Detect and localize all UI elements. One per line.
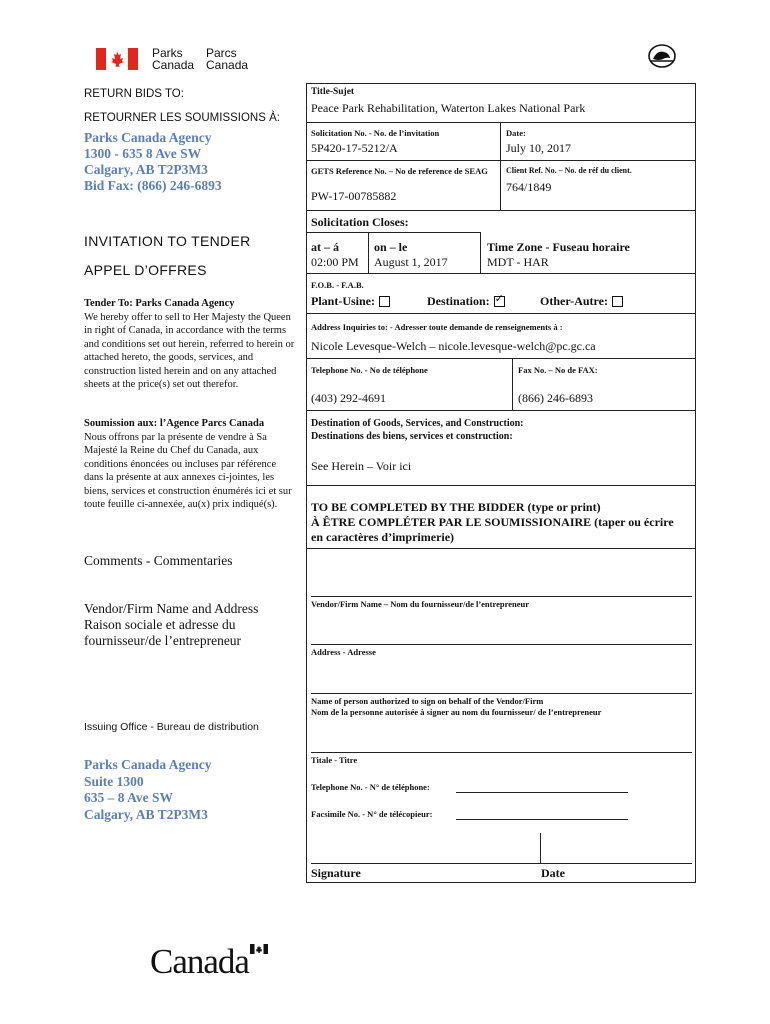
facsimile-line-label: Facsimile No. - N° de télécopieur: (311, 809, 433, 819)
on-value[interactable]: August 1, 2017 (374, 255, 448, 269)
destination-label: Destination: (427, 294, 490, 308)
agency-line: 1300 - 635 8 Ave SW (84, 146, 202, 161)
telephone-line-field[interactable] (456, 792, 628, 793)
plant-option[interactable] (311, 294, 390, 309)
tender-to-body: We hereby offer to sell to Her Majesty the Queen in right of Canada, in accordance with the terms and conditions set out herein, referred to herein or attached hereto, the goods, services, and construction listed herein and on any attached sheets at the price(s) set out therefor. (84, 312, 295, 391)
bidder-line: TO BE COMPLETED BY THE BIDDER (type or print) (311, 500, 601, 514)
authorized-line-en: Name of person authorized to sign on behalf of the Vendor/Firm (311, 696, 544, 706)
divider (306, 273, 696, 274)
date-sign-label: Date (541, 866, 565, 880)
title-titre-label: Titale - Titre (311, 755, 358, 765)
agency-address (84, 130, 222, 194)
divider (540, 833, 541, 863)
agency-line: Bid Fax: (866) 246-6893 (84, 178, 222, 193)
divider (512, 358, 513, 410)
parks-fr-1: Parcs (206, 46, 237, 60)
vendor-label-line: Vendor/Firm Name and Address (84, 601, 259, 616)
destination-goods-value[interactable]: See Herein – Voir ici (311, 459, 412, 473)
solicitation-label: Solicitation No. - No. de l’invitation (311, 128, 440, 138)
destination-goods-label (311, 417, 524, 443)
gets-label: GETS Reference No. – No de reference de SEAG (311, 166, 488, 176)
gets-value[interactable]: PW-17-00785882 (311, 189, 397, 203)
parks-en-1: Parks (152, 46, 183, 60)
vendor-label-line: fournisseur/de l’entrepreneur (84, 633, 242, 648)
plant-checkbox[interactable] (379, 296, 390, 307)
issuing-line: Parks Canada Agency (84, 757, 212, 772)
title-value[interactable]: Peace Park Rehabilitation, Waterton Lakes National Park (311, 101, 586, 115)
timezone-label: Time Zone - Fuseau horaire (487, 240, 630, 254)
agency-line: Calgary, AB T2P3M3 (84, 162, 208, 177)
authorized-line-fr: Nom de la personne autorisée à signer au nom du fournisseur/ de l’entrepreneur (311, 707, 602, 717)
telephone-value[interactable]: (403) 292-4691 (311, 391, 386, 405)
comments-label: Comments - Commentaries (84, 553, 233, 568)
signature-label: Signature (311, 866, 361, 880)
vendor-name-address-label (84, 601, 258, 649)
authorized-person-field[interactable] (311, 693, 692, 694)
signature-field[interactable] (311, 863, 692, 864)
on-label: on – le (374, 240, 408, 254)
date-label: Date: (506, 128, 526, 138)
parks-canada-logo (96, 46, 249, 73)
vendor-label-line: Raison sociale et adresse du (84, 617, 236, 632)
divider (306, 313, 696, 314)
bidder-instructions (311, 500, 674, 545)
divider (368, 232, 369, 273)
divider (500, 122, 501, 210)
soumission-body: Nous offrons par la présente de vendre à Sa Majesté la Reine du Chef du Canada, aux conditions énoncées ou incluses par référence dans la présente at aux annexes ci-jointes, les biens, services et construction énumérés ici et sur toute feuille ci-annexée, au(x) prix indiqué(s). (84, 432, 292, 511)
other-checkbox[interactable] (612, 296, 623, 307)
date-value[interactable]: July 10, 2017 (506, 141, 572, 155)
telephone-label: Telephone No. - No de téléphone (311, 365, 428, 375)
appel-doffres: APPEL D’OFFRES (84, 262, 207, 278)
timezone-value[interactable]: MDT - HAR (487, 255, 549, 269)
address-field[interactable] (311, 644, 692, 645)
title-field[interactable] (311, 752, 692, 753)
tender-to-title: Tender To: Parks Canada Agency (84, 298, 235, 309)
address-inquiries-value[interactable]: Nicole Levesque-Welch – nicole.levesque-welch@pc.gc.ca (311, 339, 596, 353)
issuing-office-address (84, 757, 212, 823)
address-label: Address - Adresse (311, 647, 376, 657)
vendor-firm-label: Vendor/Firm Name – Nom du fournisseur/de l’entrepreneur (311, 599, 529, 609)
parks-fr-2: Canada (206, 58, 249, 72)
fax-value[interactable]: (866) 246-6893 (518, 391, 593, 405)
destination-option[interactable] (427, 294, 505, 309)
divider (306, 122, 696, 123)
issuing-line: Calgary, AB T2P3M3 (84, 806, 208, 822)
divider (306, 160, 696, 161)
facsimile-line-field[interactable] (456, 819, 628, 820)
wordmark-flag-icon (250, 944, 268, 954)
plant-label: Plant-Usine: (311, 294, 375, 308)
divider (306, 485, 696, 486)
telephone-line-label: Telephone No. - N° de téléphone: (311, 782, 430, 792)
divider (306, 548, 696, 549)
address-inquiries-label: Address Inquiries to: - Adresser toute demande de renseignements à : (311, 322, 563, 332)
at-label: at – á (311, 240, 339, 254)
canada-wordmark-text: Canada (150, 942, 249, 981)
other-label: Other-Autre: (540, 294, 608, 308)
title-label: Title-Sujet (311, 87, 355, 97)
parks-en-2: Canada (152, 58, 195, 72)
client-ref-value[interactable]: 764/1849 (506, 180, 552, 194)
retourner-label: RETOURNER LES SOUMISSIONS À: (84, 112, 280, 124)
authorized-person-label (311, 696, 601, 718)
issuing-line: Suite 1300 (84, 773, 144, 789)
divider (306, 358, 696, 359)
bidder-line: À ÊTRE COMPLÉTER PAR LE SOUMISSIONAIRE (taper ou écrire (311, 515, 674, 529)
soumission-title: Soumission aux: l’Agence Parcs Canada (84, 418, 265, 429)
agency-line: Parks Canada Agency (84, 130, 212, 145)
issuing-office-label: Issuing Office - Bureau de distribution (84, 721, 259, 733)
fob-label: F.O.B. - F.A.B. (311, 280, 364, 290)
bidder-line: en caractères d’imprimerie) (311, 530, 455, 544)
canada-wordmark (150, 940, 280, 980)
other-option[interactable] (540, 294, 623, 309)
destination-goods-line-en: Destination of Goods, Services, and Construction: (311, 418, 524, 429)
client-ref-label: Client Ref. No. – No. de réf du client. (506, 166, 632, 175)
fax-label: Fax No. – No de FAX: (518, 365, 598, 375)
canada-flag-icon (96, 48, 138, 70)
vendor-firm-field[interactable] (311, 596, 692, 597)
divider (306, 410, 696, 411)
divider (306, 210, 696, 211)
destination-goods-line-fr: Destinations des biens, services et construction: (311, 431, 513, 442)
return-bids-label: RETURN BIDS TO: (84, 88, 184, 100)
at-value[interactable]: 02:00 PM (311, 255, 359, 269)
divider (480, 232, 481, 273)
solicitation-value[interactable]: 5P420-17-5212/A (311, 141, 398, 155)
invitation-to-tender: INVITATION TO TENDER (84, 233, 251, 249)
destination-checkbox[interactable] (494, 296, 505, 307)
divider (306, 232, 480, 233)
issuing-line: 635 – 8 Ave SW (84, 790, 174, 805)
beaver-emblem-icon (648, 44, 676, 68)
solicitation-closes-label: Solicitation Closes: (311, 215, 409, 229)
